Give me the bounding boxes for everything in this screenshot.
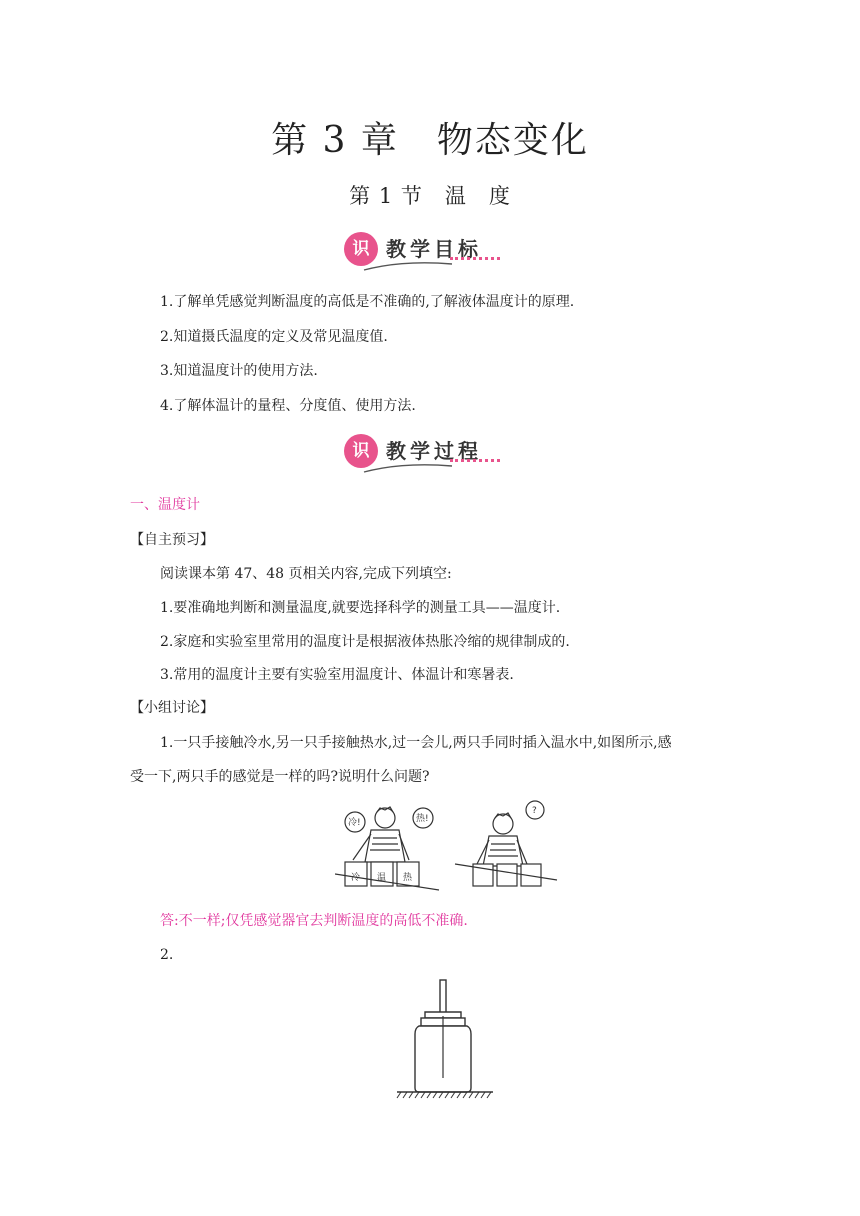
banner-label: 教学过程 — [386, 439, 482, 463]
self-study-heading: 【自主预习】 — [130, 532, 214, 548]
flask-tube-figure — [395, 978, 495, 1100]
goal-item: 1.了解单凭感觉判断温度的高低是不准确的,了解液体温度计的原理. — [160, 294, 575, 310]
bucket-warm-label: 温 — [377, 873, 387, 883]
chapter-title: 第 3 章 物态变化 — [271, 120, 589, 161]
banner-dots — [450, 257, 500, 260]
answer-text: 答:不一样;仅凭感觉器官去判断温度的高低不准确. — [160, 913, 468, 929]
self-study-item: 3.常用的温度计主要有实验室用温度计、体温计和寒暑表. — [160, 667, 514, 683]
knowledge-badge-icon: 识 — [344, 434, 378, 468]
self-study-item: 2.家庭和实验室里常用的温度计是根据液体热胀冷缩的规律制成的. — [160, 634, 570, 650]
part-heading: 一、温度计 — [130, 497, 200, 513]
question-2-number: 2. — [160, 947, 174, 963]
question-1-line-1: 1.一只手接触冷水,另一只手接触热水,过一会儿,两只手同时插入温水中,如图所示,感 — [160, 735, 672, 751]
question-1-line-2: 受一下,两只手的感觉是一样的吗?说明什么问题? — [130, 769, 430, 785]
bubble-question-text: ? — [532, 806, 537, 816]
teaching-goals-banner — [344, 230, 504, 270]
self-study-item: 1.要准确地判断和测量温度,就要选择科学的测量工具——温度计. — [160, 600, 561, 616]
bubble-cold-text: 冷! — [348, 818, 361, 828]
banner-dots — [450, 459, 500, 462]
hand-experiment-figure — [335, 800, 560, 895]
bucket-cold-label: 冷 — [351, 873, 361, 883]
banner-label: 教学目标 — [386, 237, 482, 261]
section-title: 第 1 节 温 度 — [349, 184, 511, 208]
teaching-process-banner — [344, 432, 504, 472]
knowledge-badge-icon: 识 — [344, 232, 378, 266]
bucket-hot-label: 热 — [403, 873, 413, 883]
self-study-intro: 阅读课本第 47、48 页相关内容,完成下列填空: — [160, 566, 452, 582]
group-discussion-heading: 【小组讨论】 — [130, 700, 214, 716]
bubble-hot-text: 热! — [416, 814, 429, 824]
goal-item: 4.了解体温计的量程、分度值、使用方法. — [160, 398, 416, 414]
goal-item: 3.知道温度计的使用方法. — [160, 363, 318, 379]
goal-item: 2.知道摄氏温度的定义及常见温度值. — [160, 329, 388, 345]
